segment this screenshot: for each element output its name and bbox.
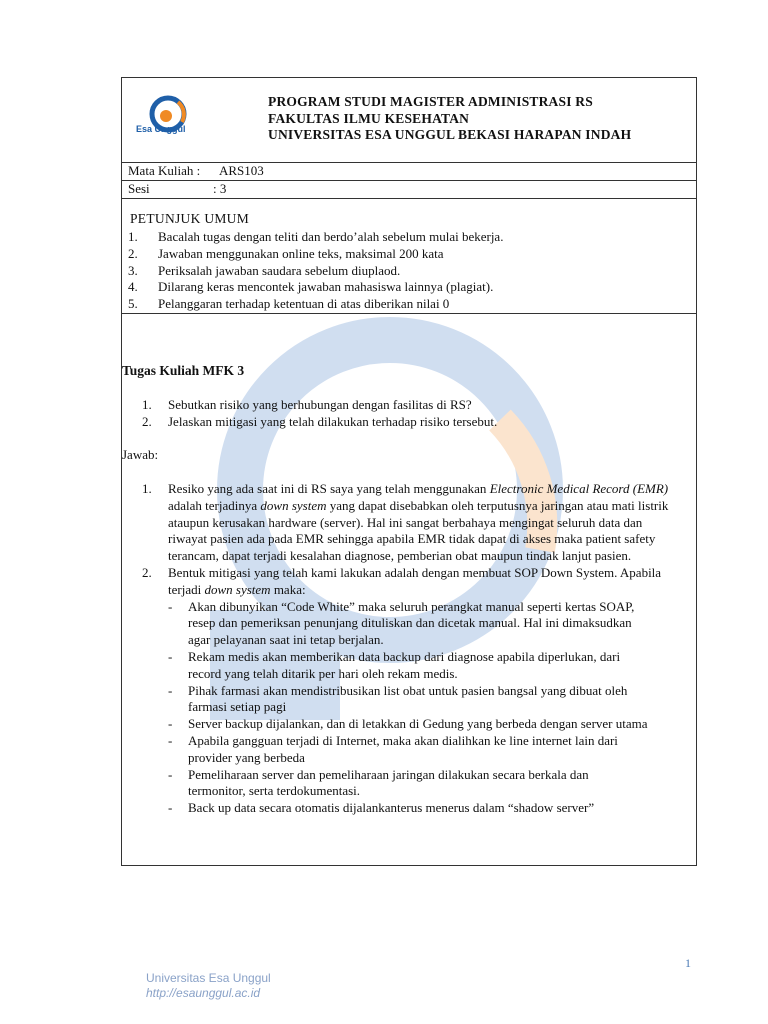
session-row — [122, 180, 696, 199]
faculty-name: FAKULTAS ILMU KESEHATAN — [268, 110, 470, 126]
list-item: 5. Pelanggaran terhadap ketentuan di atas diberikan nilai 0 — [128, 296, 450, 312]
list-item: - Back up data secara otomatis dijalankanterus menerus dalam “shadow server” — [142, 800, 648, 817]
university-name: UNIVERSITAS ESA UNGGUL BEKASI HARAPAN INDAH — [268, 127, 632, 142]
list-item: - Pihak farmasi akan mendistribusikan list obat untuk pasien bangsal yang dibuat oleh farmasi setiap pagi — [142, 683, 648, 717]
list-item: 4. Dilarang keras mencontek jawaban mahasiswa lainnya (plagiat). — [128, 279, 494, 295]
list-item: - Pemeliharaan server dan pemeliharaan jaringan dilakukan secara berkala dan termonitor, serta terdokumentasi. — [142, 767, 648, 801]
course-row — [122, 162, 696, 181]
list-item: 2. Jelaskan mitigasi yang telah dilakukan terhadap risiko tersebut. — [142, 413, 498, 429]
list-item: 1. Bacalah tugas dengan teliti dan berdo’alah sebelum mulai bekerja. — [128, 229, 504, 244]
task-title: Tugas Kuliah MFK 3 — [122, 363, 245, 378]
logo-text: Esa Unggul — [136, 124, 186, 134]
answer-item-2: 2. Bentuk mitigasi yang telah kami lakukan adalah dengan membuat SOP Down System. Apabila terjadi down system maka: - Akan dibunyikan “Code White” maka seluruh perangkat manual seperti kertas SOAP, resep dan pemeriksan penunjang dituliskan dan dicetak manual. Hal ini dimaksudkan agar pelayanan saat ini tetap berjalan. - Rekam medis akan memberikan data backup dari diagnose apabila diperlukan, dari record yang telah ditarik per hari oleh rekam medis. - Pihak farmasi akan mendistribusikan list obat untuk pasien bangsal yang dibuat oleh farmasi setiap pagi - Server backup dijalankan, dan di letakkan di Gedung yang berbeda dengan server utama - Apabila gangguan terjadi di Internet, maka akan dialihkan ke line internet lain dari provider yang berbeda - Pemeliharaan server dan pemeliharaan jaringan dilakukan secara berkala dan termonitor, serta terdokumentasi. - Back up data secara otomatis dijalankanterus menerus dalam “shadow server” — [142, 565, 682, 817]
list-item: - Apabila gangguan terjadi di Internet, maka akan dialihkan ke line internet lain dari provider yang berbeda — [142, 733, 648, 767]
answer-item-1: 1. Resiko yang ada saat ini di RS saya yang telah menggunakan Electronic Medical Record (EMR) adalah terjadinya down system yang dapat disebabkan oleh terputusnya jaringan atau mati listrik ataupun kerusakan hardware (server). Hal ini sangat berbahaya mengingat seluruh data dan riwayat pasien ada pada EMR sehingga apabila EMR tidak dapat di akses maka patient safety terancam, dapat terjadi kesalahan diagnose, pemberian obat maupun tindak lanjut pasien. — [142, 481, 669, 564]
question-list — [142, 397, 497, 431]
list-item: - Akan dibunyikan “Code White” maka seluruh perangkat manual seperti kertas SOAP, resep dan pemeriksan penunjang dituliskan dan dicetak manual. Hal ini dimaksudkan agar pelayanan saat ini tetap berjalan. — [142, 599, 648, 649]
instructions-section — [122, 198, 696, 314]
answer-list — [142, 481, 682, 817]
answer-label: Jawab: — [122, 447, 159, 462]
footer-university: Universitas Esa Unggul — [146, 971, 271, 985]
list-item: 3. Periksalah jawaban saudara sebelum diuplaod. — [128, 262, 401, 278]
list-item: - Rekam medis akan memberikan data backup dari diagnose apabila diperlukan, dari record yang telah ditarik per hari oleh rekam medis. — [142, 649, 648, 683]
list-item: 1. Sebutkan risiko yang berhubungan dengan fasilitas di RS? — [142, 397, 472, 412]
program-name: PROGRAM STUDI MAGISTER ADMINISTRASI RS — [268, 94, 593, 109]
mitigation-list — [142, 599, 682, 817]
list-item: 2. Jawaban menggunakan online teks, maksimal 200 kata — [128, 245, 444, 261]
page-number: 1 — [685, 956, 691, 970]
session-label: Sesi — [128, 181, 150, 196]
institution-heading — [268, 94, 631, 144]
footer-url[interactable]: http://esaunggul.ac.id — [146, 986, 261, 1000]
list-item: - Server backup dijalankan, dan di letakkan di Gedung yang berbeda dengan server utama — [142, 716, 648, 733]
header-row — [122, 78, 696, 163]
instructions-title: PETUNJUK UMUM — [130, 211, 250, 226]
document-table — [121, 77, 697, 866]
university-logo-icon — [130, 92, 200, 150]
course-label: Mata Kuliah : — [128, 163, 201, 178]
session-value: : 3 — [213, 181, 227, 196]
instructions-list — [128, 229, 503, 313]
course-value: ARS103 — [219, 163, 264, 178]
